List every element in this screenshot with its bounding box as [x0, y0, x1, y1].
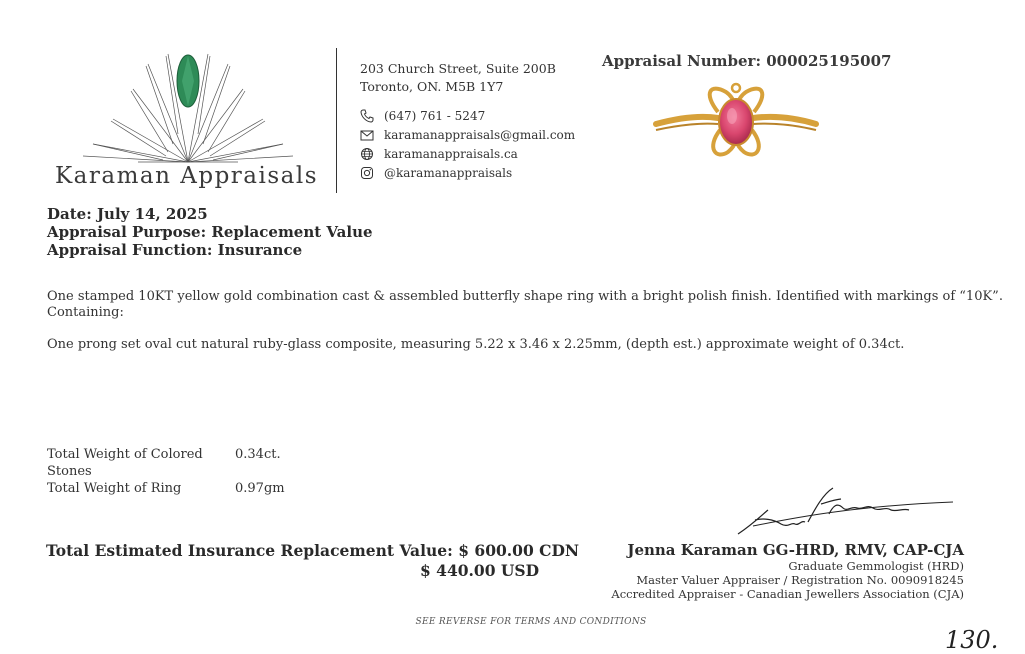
- contact-phone[interactable]: [360, 106, 575, 125]
- contact-instagram[interactable]: [360, 163, 575, 182]
- email-text: karamanappraisals@gmail.com: [384, 127, 576, 142]
- divider: [336, 48, 337, 193]
- description-line-1: One stamped 10KT yellow gold combination cast & assembled butterfly shape ring with a bright polish finish. Identified with markings of “10K”.: [47, 289, 1003, 304]
- weight-label: Total Weight of Ring: [47, 481, 182, 496]
- total-value-cdn: Total Estimated Insurance Replacement Value: $ 600.00 CDN: [46, 541, 580, 560]
- address-line-2: Toronto, ON. M5B 1Y7: [360, 79, 504, 94]
- contact-block: [360, 106, 575, 182]
- date-line: Date: July 14, 2025: [47, 205, 208, 223]
- globe-icon: [360, 147, 374, 161]
- mail-icon: [360, 128, 374, 142]
- total-value-usd: $ 440.00 USD: [420, 561, 540, 580]
- contact-website[interactable]: [360, 144, 575, 163]
- weight-value: 0.97gm: [235, 481, 285, 496]
- address-line-1: 203 Church Street, Suite 200B: [360, 61, 556, 76]
- terms-footer: SEE REVERSE FOR TERMS AND CONDITIONS: [415, 617, 647, 627]
- instagram-icon: [360, 166, 374, 180]
- website-text: karamanappraisals.ca: [384, 146, 518, 161]
- logo-leaf-emblem: [78, 44, 298, 169]
- purpose-line: Appraisal Purpose: Replacement Value: [47, 223, 373, 241]
- phone-text: (647) 761 - 5247: [384, 108, 486, 123]
- appraisal-number: Appraisal Number: 000025195007: [602, 52, 892, 70]
- page-mark: 130.: [945, 626, 999, 654]
- weights-table: [47, 446, 285, 497]
- weight-row: [47, 480, 285, 497]
- brand-name: Karaman Appraisals: [55, 163, 319, 189]
- signer-name: Jenna Karaman GG-HRD, RMV, CAP-CJA: [627, 541, 964, 559]
- instagram-text: @karamanappraisals: [384, 165, 513, 180]
- stone-description: One prong set oval cut natural ruby-glass composite, measuring 5.22 x 3.46 x 2.25mm, (depth est.) approximate weight of 0.34ct.: [47, 337, 905, 352]
- description-line-2: Containing:: [47, 305, 124, 320]
- signature: [733, 484, 958, 542]
- address-block: [360, 60, 556, 96]
- signer-credential: Accredited Appraiser - Canadian Jewellers Association (CJA): [611, 587, 964, 601]
- phone-icon: [360, 109, 374, 123]
- signer-credential: Master Valuer Appraiser / Registration No. 0090918245: [636, 573, 964, 587]
- weight-row: [47, 446, 285, 480]
- ring-photo: [648, 78, 823, 168]
- weight-label: Total Weight of Colored Stones: [47, 447, 203, 479]
- contact-email[interactable]: [360, 125, 575, 144]
- appraisal-header: [47, 205, 373, 259]
- signer-credential: Graduate Gemmologist (HRD): [788, 559, 964, 573]
- weight-value: 0.34ct.: [235, 447, 281, 462]
- signer-block: [611, 541, 964, 601]
- function-line: Appraisal Function: Insurance: [47, 241, 303, 259]
